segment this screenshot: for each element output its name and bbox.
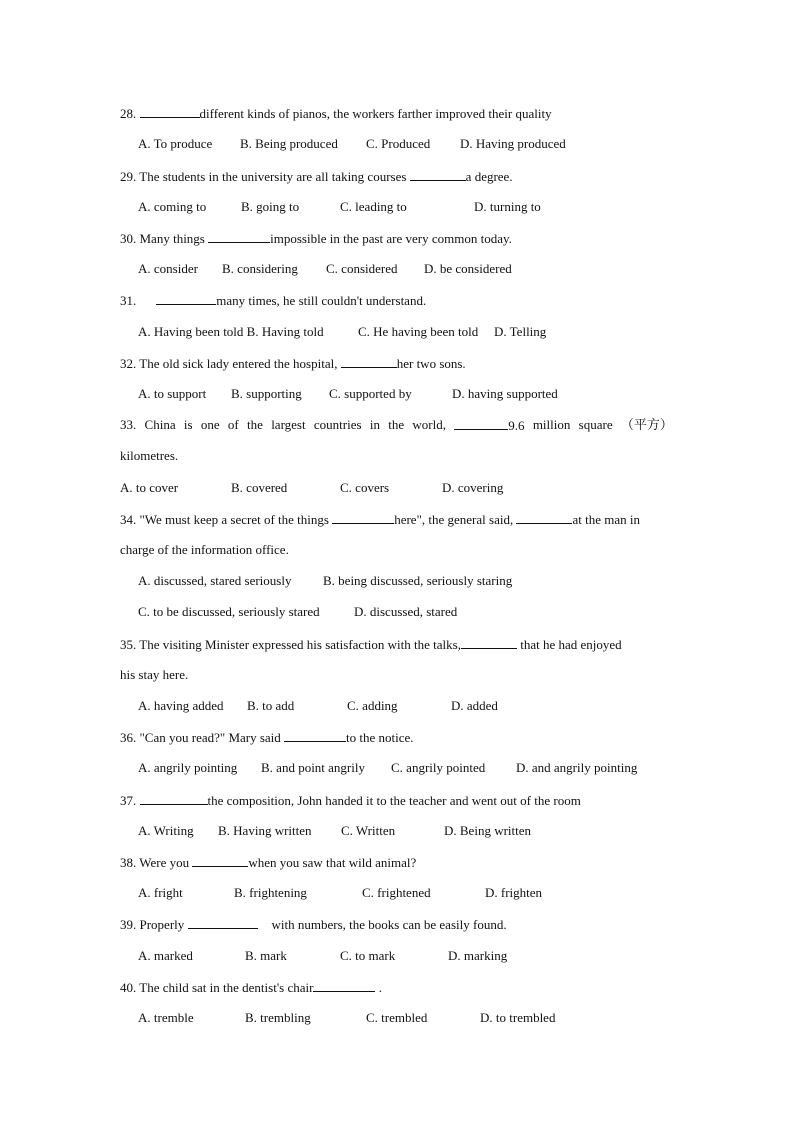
question-text: her two sons. bbox=[396, 356, 466, 371]
word: the bbox=[247, 417, 263, 432]
question-text: . bbox=[375, 980, 382, 995]
answer-blank bbox=[188, 916, 258, 929]
question-39 bbox=[120, 916, 507, 933]
option-31-d: D. Telling bbox=[494, 324, 547, 339]
question-text: many times, he still couldn't understand. bbox=[216, 293, 427, 308]
option-33-d: D. covering bbox=[442, 480, 504, 495]
option-30-c: C. considered bbox=[326, 261, 398, 276]
question-32 bbox=[120, 355, 466, 372]
question-31 bbox=[120, 292, 426, 309]
option-37-c: C. Written bbox=[341, 823, 396, 838]
option-31-c: C. He having been told bbox=[358, 324, 479, 339]
option-28-b: B. Being produced bbox=[240, 136, 338, 151]
question-text: different kinds of pianos, the workers farther improved their quality bbox=[199, 106, 552, 121]
option-32-c: C. supported by bbox=[329, 386, 412, 401]
question-text: Properly bbox=[139, 917, 188, 932]
option-34-d: D. discussed, stared bbox=[354, 604, 458, 619]
option-33-c: C. covers bbox=[340, 480, 390, 495]
option-40-d: D. to trembled bbox=[480, 1010, 556, 1025]
option-35-b: B. to add bbox=[247, 698, 295, 713]
question-text: "Can you read?" Mary said bbox=[139, 730, 285, 745]
question-text: "We must keep a secret of the things bbox=[139, 512, 333, 527]
option-39-b: B. mark bbox=[245, 948, 287, 963]
option-38-d: D. frighten bbox=[485, 885, 543, 900]
answer-blank bbox=[461, 636, 517, 649]
question-text: a degree. bbox=[465, 169, 513, 184]
option-33-b: B. covered bbox=[231, 480, 288, 495]
question-33-line2: kilometres. bbox=[120, 448, 179, 463]
option-35-c: C. adding bbox=[347, 698, 398, 713]
question-text: that he had enjoyed bbox=[516, 637, 622, 652]
question-text: The old sick lady entered the hospital, bbox=[139, 356, 341, 371]
question-number: 37. bbox=[120, 793, 140, 808]
option-39-d: D. marking bbox=[448, 948, 508, 963]
option-38-c: C. frightened bbox=[362, 885, 431, 900]
blank-with-value bbox=[454, 417, 524, 434]
answer-blank bbox=[341, 355, 397, 368]
option-39-c: C. to mark bbox=[340, 948, 396, 963]
question-number: 32. bbox=[120, 356, 140, 371]
question-text: The visiting Minister expressed his satisfaction with the talks, bbox=[139, 637, 461, 652]
option-35-a: A. having added bbox=[138, 698, 224, 713]
question-40 bbox=[120, 979, 382, 996]
question-number: 28. bbox=[120, 106, 140, 121]
option-29-b: B. going to bbox=[241, 199, 300, 214]
question-text: to the notice. bbox=[346, 730, 414, 745]
option-37-a: A. Writing bbox=[138, 823, 194, 838]
answer-blank bbox=[156, 292, 216, 305]
question-38 bbox=[120, 854, 416, 871]
option-32-b: B. supporting bbox=[231, 386, 302, 401]
answer-blank bbox=[140, 792, 208, 805]
option-36-a: A. angrily pointing bbox=[138, 760, 238, 775]
question-text: with numbers, the books can be easily found. bbox=[271, 917, 507, 932]
option-33-a: A. to cover bbox=[120, 480, 179, 495]
question-text: the composition, John handed it to the teacher and went out of the room bbox=[207, 793, 581, 808]
option-30-d: D. be considered bbox=[424, 261, 512, 276]
question-33 bbox=[120, 417, 673, 434]
question-number: 29. bbox=[120, 169, 140, 184]
word: the bbox=[388, 417, 405, 432]
question-number: 30. bbox=[120, 231, 140, 246]
word: （平方） bbox=[620, 417, 673, 432]
option-29-a: A. coming to bbox=[138, 199, 207, 214]
question-28 bbox=[120, 105, 552, 122]
question-text: Many things bbox=[139, 231, 209, 246]
question-34 bbox=[120, 511, 640, 528]
word: million bbox=[532, 417, 571, 432]
answer-blank bbox=[454, 417, 508, 430]
question-35-line2: his stay here. bbox=[120, 667, 189, 682]
word: in bbox=[369, 417, 380, 432]
answer-blank bbox=[516, 511, 572, 524]
option-39-a: A. marked bbox=[138, 948, 193, 963]
option-40-c: C. trembled bbox=[366, 1010, 428, 1025]
question-text: at the man in bbox=[572, 512, 640, 527]
option-32-d: D. having supported bbox=[452, 386, 558, 401]
question-number: 38. bbox=[120, 855, 140, 870]
option-28-d: D. Having produced bbox=[460, 136, 566, 151]
question-text: here", the general said, bbox=[394, 512, 517, 527]
question-text: The students in the university are all taking courses bbox=[139, 169, 410, 184]
answer-blank bbox=[284, 729, 346, 742]
word: world, bbox=[412, 417, 446, 432]
option-36-c: C. angrily pointed bbox=[391, 760, 486, 775]
option-32-a: A. to support bbox=[138, 386, 207, 401]
word: 9.6 bbox=[508, 418, 525, 433]
answer-blank bbox=[313, 979, 375, 992]
option-38-b: B. frightening bbox=[234, 885, 307, 900]
question-text: when you saw that wild animal? bbox=[248, 855, 417, 870]
option-40-a: A. tremble bbox=[138, 1010, 194, 1025]
answer-blank bbox=[140, 105, 200, 118]
option-36-b: B. and point angrily bbox=[261, 760, 365, 775]
word: one bbox=[200, 417, 220, 432]
question-text: The child sat in the dentist's chair bbox=[139, 980, 314, 995]
option-31-ab: A. Having been told B. Having told bbox=[138, 324, 324, 339]
answer-blank bbox=[192, 854, 248, 867]
question-number: 40. bbox=[120, 980, 140, 995]
answer-blank bbox=[410, 168, 466, 181]
answer-blank bbox=[332, 511, 394, 524]
option-28-a: A. To produce bbox=[138, 136, 213, 151]
question-37 bbox=[120, 792, 581, 809]
word: square bbox=[578, 417, 613, 432]
word: largest bbox=[271, 417, 306, 432]
question-34-line2: charge of the information office. bbox=[120, 542, 289, 557]
question-35 bbox=[120, 636, 622, 653]
question-number: 33. bbox=[120, 417, 137, 432]
question-number: 35. bbox=[120, 637, 140, 652]
option-30-a: A. consider bbox=[138, 261, 198, 276]
option-35-d: D. added bbox=[451, 698, 498, 713]
question-30 bbox=[120, 230, 512, 247]
option-34-a: A. discussed, stared seriously bbox=[138, 573, 292, 588]
word: countries bbox=[313, 417, 362, 432]
question-36 bbox=[120, 729, 414, 746]
question-number: 34. bbox=[120, 512, 140, 527]
option-29-c: C. leading to bbox=[340, 199, 407, 214]
question-number: 39. bbox=[120, 917, 140, 932]
question-number: 36. bbox=[120, 730, 140, 745]
option-37-d: D. Being written bbox=[444, 823, 532, 838]
option-37-b: B. Having written bbox=[218, 823, 312, 838]
question-text: impossible in the past are very common today. bbox=[270, 231, 512, 246]
option-29-d: D. turning to bbox=[474, 199, 541, 214]
option-34-b: B. being discussed, seriously staring bbox=[323, 573, 513, 588]
word: is bbox=[183, 417, 193, 432]
question-number: 31. bbox=[120, 293, 137, 308]
question-29 bbox=[120, 168, 513, 185]
question-text: Were you bbox=[139, 855, 193, 870]
option-34-c: C. to be discussed, seriously stared bbox=[138, 604, 320, 619]
answer-blank bbox=[208, 230, 270, 243]
word: China bbox=[144, 417, 176, 432]
option-28-c: C. Produced bbox=[366, 136, 431, 151]
option-40-b: B. trembling bbox=[245, 1010, 311, 1025]
option-36-d: D. and angrily pointing bbox=[516, 760, 638, 775]
option-38-a: A. fright bbox=[138, 885, 183, 900]
option-30-b: B. considering bbox=[222, 261, 298, 276]
word: of bbox=[227, 417, 239, 432]
